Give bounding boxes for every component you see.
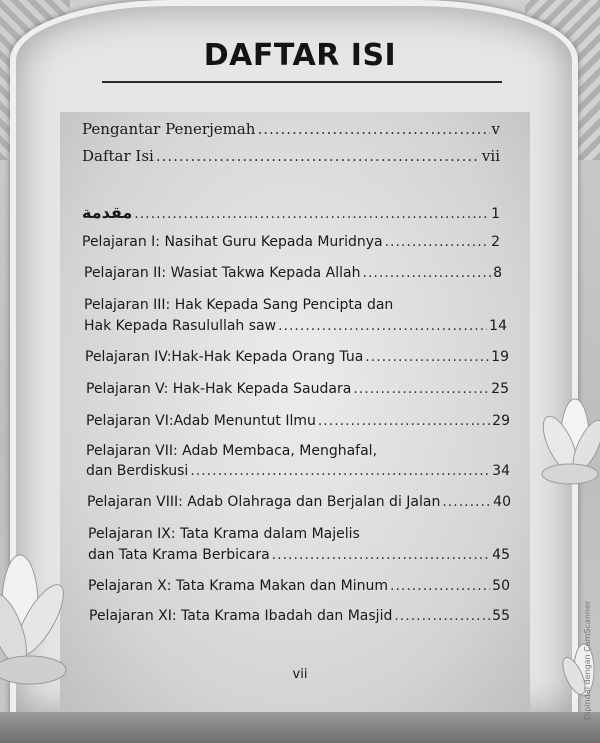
toc-entry — [87, 494, 511, 510]
toc-entry-label-line1: Pelajaran III: Hak Kepada Sang Pencipta dan — [84, 297, 394, 313]
toc-entry-page: 1 — [491, 206, 500, 222]
toc-entry — [84, 318, 507, 334]
toc-entry-page: 2 — [491, 234, 500, 250]
toc-entry-label: dan Berdiskusi — [86, 463, 189, 479]
toc-entry-page: 19 — [491, 349, 509, 365]
toc-entry-label: Pelajaran I: Nasihat Guru Kepada Muridnya — [82, 234, 383, 250]
toc-entry-page: v — [491, 120, 500, 138]
dot-leader — [390, 578, 490, 594]
toc-entry — [86, 463, 510, 479]
toc-entry — [88, 547, 510, 563]
toc-entry — [88, 578, 510, 594]
toc-entry-page: 45 — [492, 547, 510, 563]
toc-entry-page: vii — [481, 147, 500, 165]
dot-leader — [365, 349, 489, 365]
toc-entry — [86, 413, 510, 429]
toc-entry — [82, 120, 500, 138]
toc-entry-label: Pelajaran IV:Hak-Hak Kepada Orang Tua — [85, 349, 364, 365]
dot-leader — [134, 206, 489, 222]
toc-entry — [85, 349, 509, 365]
page-number: vii — [292, 667, 308, 682]
toc-entry — [82, 203, 500, 222]
page-title: DAFTAR ISI — [203, 38, 397, 73]
scanner-watermark: Dipindai dengan CamScanner — [583, 600, 592, 720]
dot-leader — [257, 120, 489, 138]
toc-entry — [84, 265, 502, 281]
toc-entry-page: 25 — [491, 381, 509, 397]
toc-entry-page: 34 — [492, 463, 510, 479]
dot-leader — [272, 547, 491, 563]
toc-entry-label: Pelajaran II: Wasiat Takwa Kepada Allah — [84, 265, 361, 281]
toc-entry-label: Pelajaran XI: Tata Krama Ibadah dan Masjid — [89, 608, 393, 624]
toc-entry-page: 55 — [492, 608, 510, 624]
toc-entry-label: Hak Kepada Rasulullah saw — [84, 318, 277, 334]
dot-leader — [278, 318, 487, 334]
dot-leader — [442, 494, 491, 510]
lotus-flower-icon — [0, 535, 75, 695]
toc-entry — [86, 381, 509, 397]
toc-entry-page: 14 — [489, 318, 507, 334]
toc-entry — [89, 608, 510, 624]
toc-entry-label: dan Tata Krama Berbicara — [88, 547, 270, 563]
toc-entry-label: Pelajaran VI:Adab Menuntut Ilmu — [86, 413, 316, 429]
toc-entry-label: مقدمة — [82, 203, 133, 222]
lotus-flower-icon — [530, 382, 600, 492]
toc-entry-label: Pengantar Penerjemah — [82, 120, 256, 138]
toc-entry-label: Pelajaran VIII: Adab Olahraga dan Berjalan di Jalan — [87, 494, 441, 510]
dot-leader — [156, 147, 480, 165]
toc-entry-label: Pelajaran X: Tata Krama Makan dan Minum — [88, 578, 388, 594]
toc-entry-label-line1: Pelajaran VII: Adab Membaca, Menghafal, — [86, 443, 378, 459]
dot-leader — [190, 463, 490, 479]
bottom-band — [0, 712, 600, 743]
toc-entry-label: Pelajaran V: Hak-Hak Kepada Saudara — [86, 381, 352, 397]
toc-entry — [82, 234, 500, 250]
dot-leader — [394, 608, 490, 624]
toc-entry — [82, 147, 500, 165]
dot-leader — [318, 413, 490, 429]
toc-entry-label: Daftar Isi — [82, 147, 154, 165]
toc-entry-page: 50 — [492, 578, 510, 594]
dot-leader — [385, 234, 490, 250]
toc-entry-page: 29 — [492, 413, 510, 429]
toc-entry-page: 40 — [493, 494, 511, 510]
dot-leader — [353, 381, 489, 397]
toc-entry-page: 8 — [493, 265, 502, 281]
toc-entry-label-line1: Pelajaran IX: Tata Krama dalam Majelis — [88, 526, 360, 542]
dot-leader — [363, 265, 492, 281]
